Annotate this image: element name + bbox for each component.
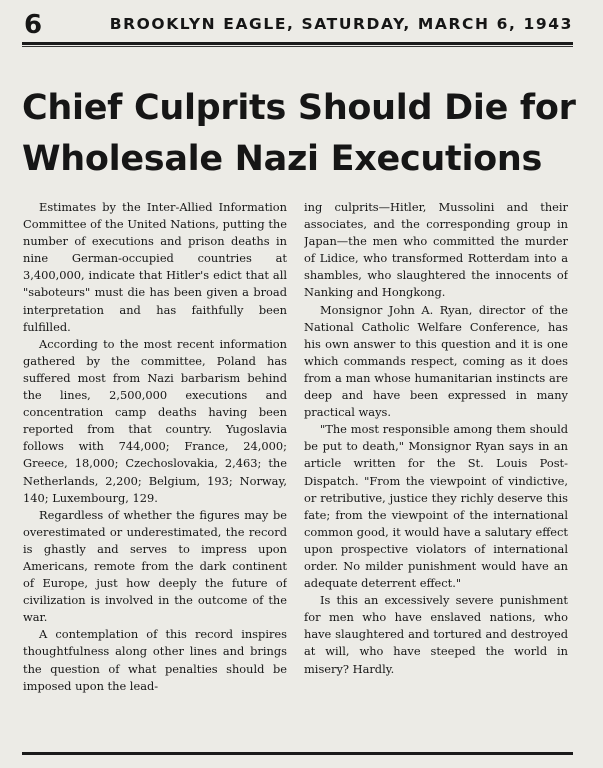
masthead — [22, 10, 573, 45]
article-paragraph: Is this an excessively severe punishment for men who have enslaved nations, who have slaughtered and tortured and destroyed at will, who have steeped the world in misery? Hardly. — [304, 593, 568, 676]
article-paragraph: A contemplation of this record inspires thoughtfulness along other lines and brings the question of what penalties should be imposed upon the lead- — [23, 627, 287, 693]
article-paragraph: Regardless of whether the figures may be overestimated or underestimated, the record is ghastly and serves to impress upon Americans, remote from the dark continent of Europe, just how deeply the future of civilization is involved in the outcome of the war. — [23, 507, 287, 625]
article-column-left — [23, 199, 287, 744]
article-paragraph: Estimates by the Inter-Allied Information Committee of the United Nations, putting the number of executions and prison deaths in nine German-occupied countries at 3,400,000, indicate that Hitler's edict that all "saboteurs" must die has been given a broad interpretation and has faithfully been fulfilled. — [23, 200, 287, 334]
article-paragraph: ing culprits—Hitler, Mussolini and their associates, and the corresponding group in Japan—the men who committed the murder of Lidice, who transformed Rotterdam into a shambles, who slaughtered the innocents of Nanking and Hongkong. — [304, 200, 568, 300]
article-paragraph: "The most responsible among them should be put to death," Monsignor Ryan says in an article written for the St. Louis Post-Dispatch. "From the viewpoint of vindictive, or retributive, justice they richly deserve this fate; from the viewpoint of the international common good, it would have a salutary effect upon prospective violators of international order. No milder punishment would have an adequate deterrent effect." — [304, 422, 568, 591]
masthead-text: BROOKLYN EAGLE, SATURDAY, MARCH 6, 1943 — [109, 15, 573, 33]
headline-line-1: Chief Culprits Should Die for — [22, 88, 576, 128]
page-number: 6 — [24, 10, 43, 40]
headline-line-2: Wholesale Nazi Executions — [22, 139, 543, 179]
article-paragraph: Monsignor John A. Ryan, director of the National Catholic Welfare Conference, has his own answer to this question and it is one which commands respect, coming as it does from a man whose humanitarian instincts are deep and have been expressed in many practical ways. — [304, 302, 568, 420]
bottom-rule — [22, 752, 573, 755]
article-column-right — [304, 199, 568, 744]
article-paragraph: According to the most recent information gathered by the committee, Poland has suffered most from Nazi barbarism behind the lines, 2,500,000 executions and concentration camp deaths having been reported from that country. Yugoslavia follows with 744,000; France, 24,000; Greece, 18,000; Czechoslovakia, 2,463; the Netherlands, 2,200; Belgium, 193; Norway, 140; Luxembourg, 129. — [23, 336, 287, 505]
masthead-rule — [22, 46, 573, 47]
